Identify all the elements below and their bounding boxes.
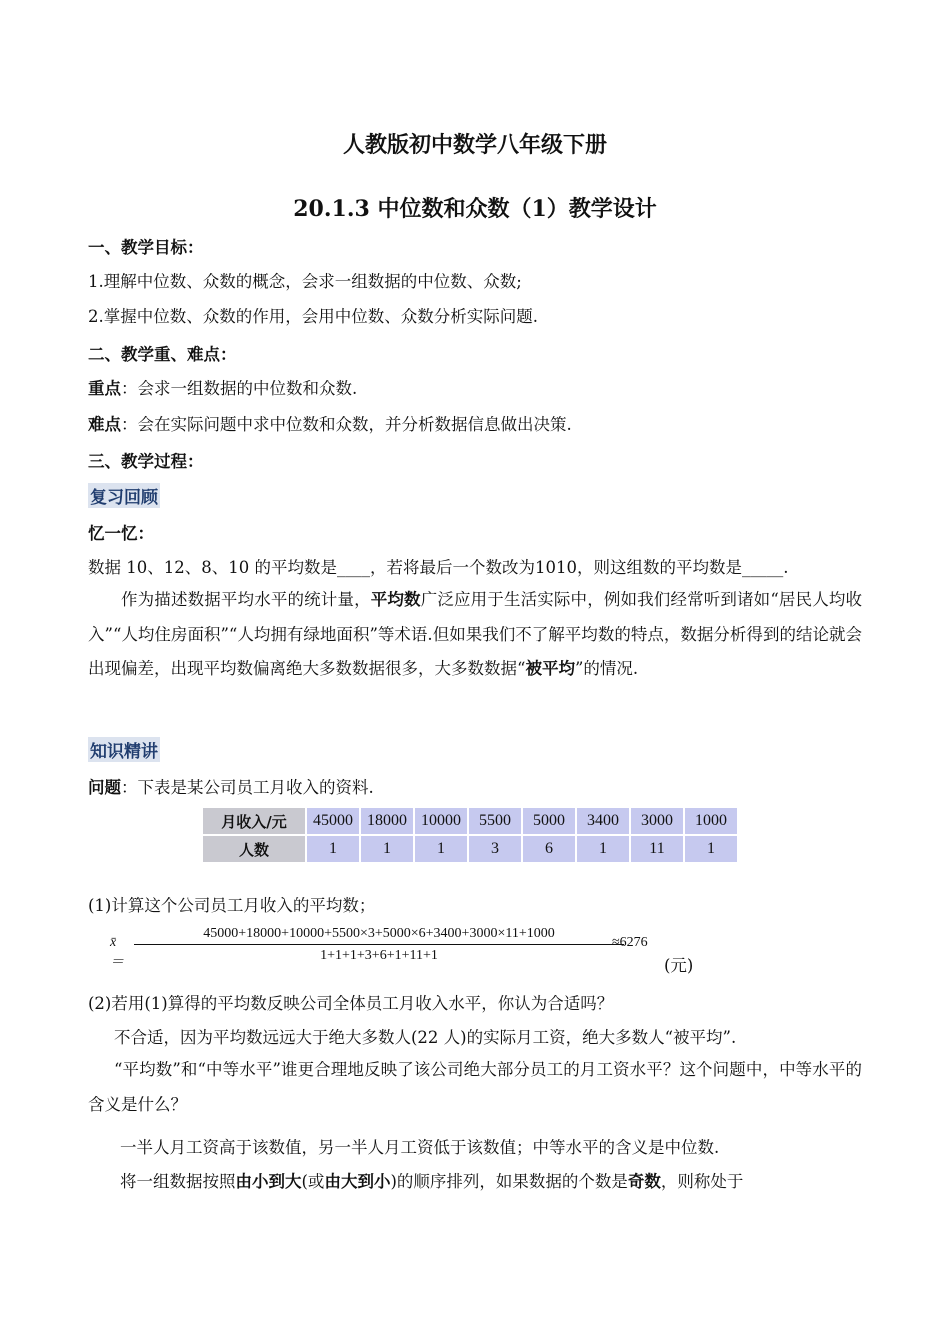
lesson-title: 20.1.3 中位数和众数（1）教学设计 — [293, 196, 657, 222]
formula-mean-symbol: x̄＝ — [110, 935, 124, 970]
difficulty-text: ：会在实际问题中求中位数和众数，并分析数据信息做出决策. — [121, 415, 572, 434]
definition-bold: 由大到小 — [324, 1172, 391, 1191]
document-title: 人教版初中数学八年级下册 — [342, 132, 607, 158]
definition-text: )的顺序排列，如果数据的个数是 — [390, 1172, 628, 1191]
question-2: (2)若用(1)算得的平均数反映公司全体员工月收入水平，你认为合适吗？ — [88, 994, 614, 1013]
difficulty-line — [88, 411, 868, 435]
question-1: (1)计算这个公司员工月收入的平均数； — [88, 896, 376, 915]
formula-result: ≈6276 — [612, 935, 648, 950]
formula-denominator: 1+1+1+3+6+1+11+1 — [320, 948, 438, 963]
table-cell: 1000 — [684, 807, 738, 835]
table-cell: 1 — [360, 835, 414, 863]
table-cell: 1 — [576, 835, 630, 863]
key-point-text: ：会求一组数据的中位数和众数. — [121, 379, 358, 398]
paragraph-text: ”的情况. — [574, 659, 639, 678]
problem-text: ：下表是某公司员工月收入的资料. — [121, 778, 374, 797]
answer-3: 一半人月工资高于该数值，另一半人月工资低于该数值；中等水平的含义是中位数. — [120, 1138, 720, 1157]
table-cell: 1 — [306, 835, 360, 863]
average-paragraph — [88, 583, 862, 687]
table-header-cell: 人数 — [202, 835, 306, 863]
definition-text: ，则称处于 — [660, 1172, 744, 1191]
table-cell: 5000 — [522, 807, 576, 835]
definition-text: (或 — [301, 1172, 325, 1191]
knowledge-tag: 知识精讲 — [88, 737, 160, 762]
income-table — [201, 806, 739, 864]
definition-bold: 由小到大 — [235, 1172, 302, 1191]
paragraph-text: 广泛应用于生活实际中，例如我们经常听到诸如“居民人均收入”“人均住房面积”“人均拥有绿地面积”等术语.但如果我们不了解平均数的特点，数据分析得到的结论就会出现偏差，出现平均数偏离绝大多数数据很多，大多数数据“ — [88, 590, 863, 678]
table-cell: 3400 — [576, 807, 630, 835]
objective-item-1: 1.理解中位数、众数的概念，会求一组数据的中位数、众数; — [88, 272, 522, 291]
table-cell: 10000 — [414, 807, 468, 835]
objective-item-2: 2.掌握中位数、众数的作用，会用中位数、众数分析实际问题. — [88, 307, 538, 326]
question-3: “平均数”和“中等水平”谁更合理地反映了该公司绝大部分员工的月工资水平？这个问题中，中等水平的含义是什么？ — [88, 1060, 862, 1114]
table-cell: 18000 — [360, 807, 414, 835]
section-heading-key-points: 二、教学重、难点： — [88, 345, 237, 364]
table-cell: 5500 — [468, 807, 522, 835]
table-cell: 6 — [522, 835, 576, 863]
definition-bold: 奇数 — [627, 1172, 661, 1191]
formula-unit: (元) — [664, 956, 694, 975]
key-point-line — [88, 375, 868, 399]
difficulty-label: 难点 — [88, 415, 121, 434]
table-cell: 3 — [468, 835, 522, 863]
table-cell: 1 — [684, 835, 738, 863]
table-cell: 45000 — [306, 807, 360, 835]
table-cell: 1 — [414, 835, 468, 863]
formula-numerator: 45000+18000+10000+5500×3+5000×6+3400+3000×11+1000 — [134, 926, 624, 945]
paragraph-bold: 平均数 — [370, 590, 421, 609]
paragraph-bold: 被平均 — [525, 659, 575, 678]
section-heading-process: 三、教学过程： — [88, 452, 204, 471]
recall-label: 忆一忆： — [88, 524, 154, 543]
section-heading-objectives: 一、教学目标： — [88, 238, 204, 257]
formula-fraction — [134, 926, 624, 964]
definition-text: 将一组数据按照 — [120, 1172, 236, 1191]
table-cell: 11 — [630, 835, 684, 863]
table-cell: 3000 — [630, 807, 684, 835]
answer-2: 不合适，因为平均数远远大于绝大多数人(22 人)的实际月工资，绝大多数人“被平均”. — [114, 1028, 737, 1047]
table-row — [202, 807, 738, 835]
key-point-label: 重点 — [88, 379, 121, 398]
table-header-cell: 月收入/元 — [202, 807, 306, 835]
table-row — [202, 835, 738, 863]
review-tag: 复习回顾 — [88, 483, 160, 508]
paragraph-text: 作为描述数据平均水平的统计量， — [121, 590, 371, 609]
problem-line — [88, 774, 868, 798]
median-definition-line — [120, 1168, 866, 1192]
problem-label: 问题 — [88, 778, 121, 797]
recall-question: 数据 10、12、8、10 的平均数是____，若将最后一个数改为1010，则这组数的平均数是_____. — [88, 558, 789, 577]
